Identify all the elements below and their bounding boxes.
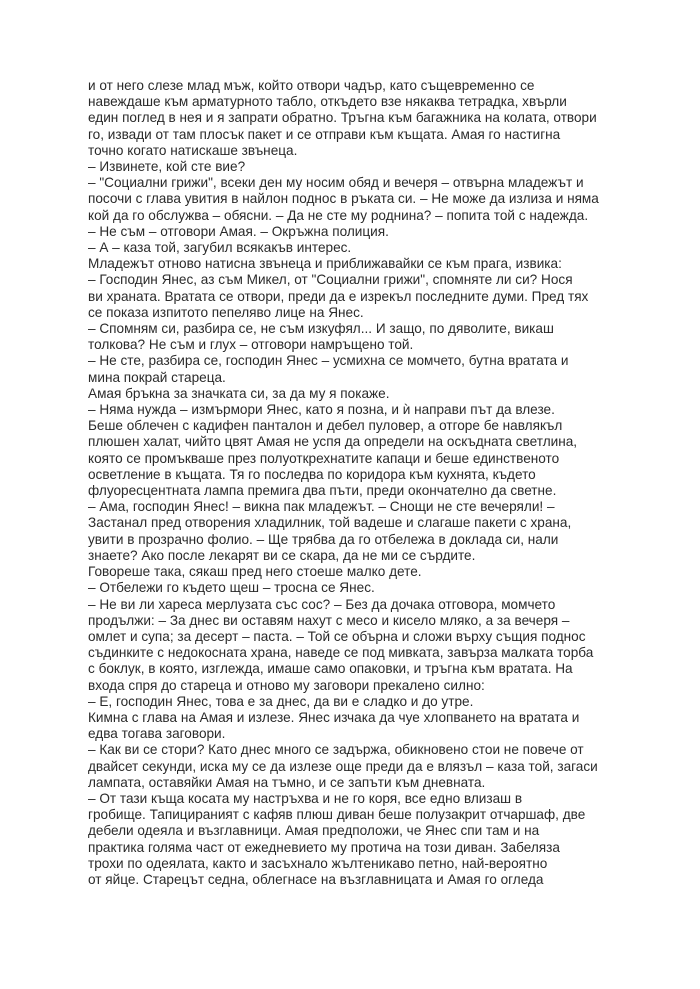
text-line: го, извади от там плосък пакет и се отправи към къщата. Амая го настигна: [88, 126, 561, 142]
text-line: увити в прозрачно фолио. – Ще трябва да го отбележа в доклада си, нали: [88, 531, 559, 547]
text-line: двайсет секунди, иска му се да излезе още преди да е влязъл – каза той, загаси: [88, 758, 598, 774]
text-line: осветление в къщата. Тя го последва по коридора към кухнята, където: [88, 466, 536, 482]
text-line: омлет и супа; за десерт – паста. – Той се обърна и сложи върху същия поднос: [88, 628, 586, 644]
text-line: Застанал пред отворения хладилник, той вадеше и слагаше пакети с храна,: [88, 515, 572, 531]
text-line: навеждаше към арматурното табло, откъдето взе някаква тетрадка, хвърли: [88, 94, 567, 110]
text-line: – Как ви се стори? Като днес много се задържа, обикновено стои не повече от: [88, 742, 584, 758]
text-line: – Не съм – отговори Амая. – Окръжна полиция.: [88, 223, 389, 239]
text-line: Говореше така, сякаш пред него стоеше малко дете.: [88, 564, 422, 580]
text-line: – Не ви ли хареса мерлузата със сос? – Без да дочака отговора, момчето: [88, 596, 556, 612]
text-line: лампата, оставяйки Амая на тъмно, и се запъти към дневната.: [88, 774, 486, 790]
text-line: едва тогава заговори.: [88, 726, 226, 742]
text-line: от яйце. Старецът седна, облегнасе на възглавницата и Амая го огледа: [88, 871, 544, 887]
text-line: един поглед в нея и я запрати обратно. Тръгна към багажника на колата, отвори: [88, 110, 597, 126]
text-line: и от него слезе млад мъж, който отвори чадър, като същевременно се: [88, 78, 535, 93]
text-line: практика голяма част от ежедневието му протича на този диван. Забеляза: [88, 839, 560, 855]
text-line: – Извинете, кой сте вие?: [88, 159, 246, 175]
body-text: [88, 78, 608, 888]
text-line: толкова? Не съм и глух – отговори намръщено той.: [88, 337, 414, 353]
text-line: кой да го обслужва – обясни. – Да не сте му роднина? – попита той с надежда.: [88, 207, 589, 223]
text-line: знаете? Ако после лекарят ви се скара, да не ми се сърдите.: [88, 547, 476, 563]
text-line: с боклук, в която, изглежда, имаше само опаковки, и тръгна към вратата. На: [88, 661, 573, 677]
text-line: посочи с глава увития в найлон поднос в ръката си. – Не може да излиза и няма: [88, 191, 599, 207]
text-line: – А – каза той, загубил всякакъв интерес.: [88, 240, 352, 256]
text-line: – Е, господин Янес, това е за днес, да ви е сладко и до утре.: [88, 693, 474, 709]
text-line: плюшен халат, чийто цвят Амая не успя да определи на оскъдната светлина,: [88, 434, 578, 450]
text-line: – Господин Янес, аз съм Микел, от "Социални грижи", спомняте ли си? Нося: [88, 272, 573, 288]
text-line: дебели одеяла и възглавници. Амая предположи, че Янес спи там и на: [88, 823, 540, 839]
text-line: гробище. Тапицираният с кафяв плюш диван беше полузакрит отчаршаф, две: [88, 807, 586, 823]
text-line: мина покрай стареца.: [88, 369, 226, 385]
text-line: трохи по одеялата, както и засъхнало жълтеникаво петно, най-вероятно: [88, 855, 548, 871]
text-line: Амая бръкна за значката си, за да му я покаже.: [88, 385, 390, 401]
text-line: съдинките с недокосната храна, наведе се под мивката, завърза малката торба: [88, 645, 594, 661]
text-line: Беше облечен с кадифен панталон и дебел пуловер, а отгоре бе навлякъл: [88, 418, 563, 434]
text-line: флуоресцентната лампа премига два пъти, преди окончателно да светне.: [88, 483, 557, 499]
text-line: ви храната. Вратата се отвори, преди да е изрекъл последните думи. Пред тях: [88, 288, 589, 304]
text-line: точно когато натискаше звънеца.: [88, 142, 298, 158]
text-line: продължи: – За днес ви оставям нахут с месо и кисело мляко, а за вечеря –: [88, 612, 570, 628]
text-line: – Отбележи го където щеш – тросна се Янес.: [88, 580, 375, 596]
text-line: входа спря до стареца и отново му заговори прекалено силно:: [88, 677, 485, 693]
text-line: – Няма нужда – измърмори Янес, като я позна, и ѝ направи път да влезе.: [88, 402, 555, 418]
text-line: – "Социални грижи", всеки ден му носим обяд и вечеря – отвърна младежът и: [88, 175, 584, 191]
text-line: Младежът отново натисна звънеца и приближавайки се към прага, извика:: [88, 256, 562, 272]
text-line: – Не сте, разбира се, господин Янес – усмихна се момчето, бутна вратата и: [88, 353, 569, 369]
text-line: Кимна с глава на Амая и излезе. Янес изчака да чуе хлопването на вратата и: [88, 709, 580, 725]
text-line: – Ама, господин Янес! – викна пак младежът. – Снощи не сте вечеряли! –: [88, 499, 555, 515]
text-line: – От тази къща косата му настръхва и не го коря, все едно влизаш в: [88, 790, 523, 806]
text-line: – Спомням си, разбира се, не съм изкуфял... И защо, по дяволите, викаш: [88, 321, 554, 337]
text-line: се показа изпитото пепеляво лице на Янес.: [88, 304, 364, 320]
text-line: която се промъкваше през полуоткрехнатите капаци и беше единственото: [88, 450, 560, 466]
